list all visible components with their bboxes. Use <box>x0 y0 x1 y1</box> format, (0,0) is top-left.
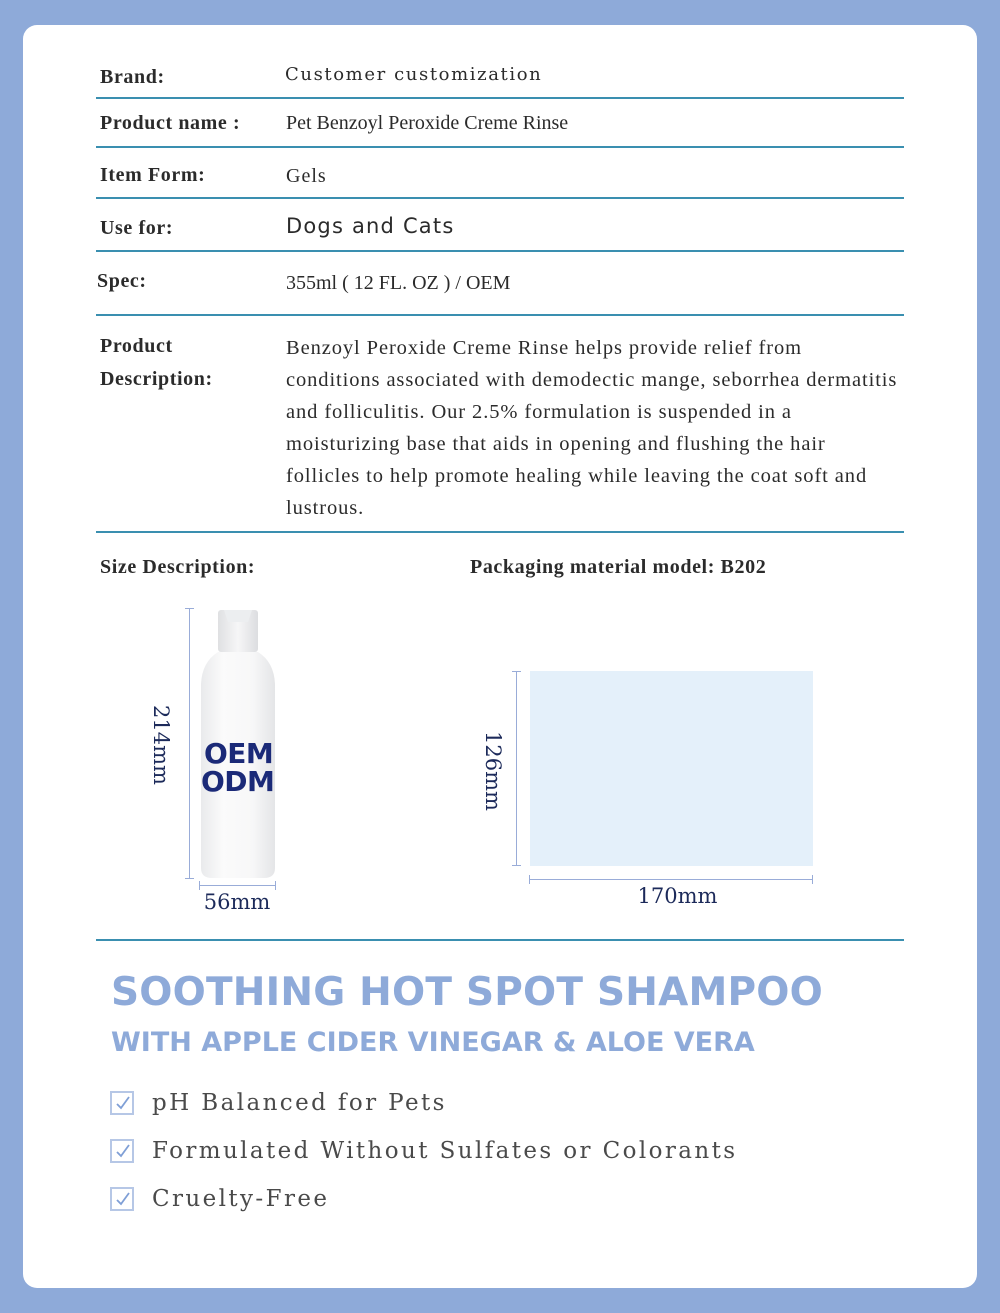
divider <box>96 197 904 199</box>
spec-value: 355ml ( 12 FL. OZ ) / OEM <box>286 272 511 294</box>
bottle-height-label: 214mm <box>149 705 173 785</box>
brand-value: Customer customization <box>285 64 543 85</box>
dimension-tick <box>812 875 813 884</box>
description-text: Benzoyl Peroxide Creme Rinse helps provide relief from conditions associated with demodectic mange, seborrhea dermatitis and folliculitis. Our 2.5% formulation is suspended in a moisturizing base that aids in opening and flushing the hair follicles to help promote healing while leaving the coat soft and lustrous. <box>286 337 898 519</box>
dimension-tick <box>185 878 194 879</box>
feature-text: Cruelty-Free <box>152 1186 330 1212</box>
brand-label: Brand: <box>100 66 165 88</box>
promo-subtitle: WITH APPLE CIDER VINEGAR & ALOE VERA <box>111 1027 755 1058</box>
size-description-label: Size Description: <box>100 556 256 578</box>
bottle-print-oem: OEM <box>204 737 274 770</box>
feature-item <box>110 1186 329 1212</box>
spec-label: Spec: <box>97 270 147 292</box>
box-height-line <box>516 671 517 866</box>
use-for-label: Use for: <box>100 217 174 239</box>
item-form-label: Item Form: <box>100 164 206 186</box>
feature-item <box>110 1090 447 1116</box>
bottle-width-label: 56mm <box>203 890 271 914</box>
product-name-label: Product name : <box>100 112 241 134</box>
bottle-width-line <box>199 885 275 886</box>
bottle-print-odm: ODM <box>201 765 275 798</box>
feature-text: pH Balanced for Pets <box>152 1090 447 1116</box>
packaging-model-label: Packaging material model: B202 <box>470 556 767 578</box>
item-form-value: Gels <box>286 165 327 187</box>
box-width-line <box>529 879 812 880</box>
checkbox-check-icon <box>110 1187 134 1211</box>
feature-item <box>110 1138 737 1164</box>
product-name-value: Pet Benzoyl Peroxide Creme Rinse <box>286 112 569 134</box>
use-for-value: Dogs and Cats <box>286 214 455 238</box>
divider <box>96 146 904 148</box>
dimension-tick <box>275 881 276 890</box>
description-label-line1: Product <box>100 335 173 357</box>
divider <box>96 314 904 316</box>
checkbox-check-icon <box>110 1091 134 1115</box>
promo-title: SOOTHING HOT SPOT SHAMPOO <box>111 970 823 1015</box>
checkbox-check-icon <box>110 1139 134 1163</box>
divider <box>96 939 904 941</box>
bottle-height-line <box>189 608 190 878</box>
box-height-label: 126mm <box>481 731 505 811</box>
packaging-box-image <box>530 671 813 866</box>
divider <box>96 97 904 99</box>
divider <box>96 531 904 533</box>
dimension-tick <box>512 865 521 866</box>
description-label-line2: Description: <box>100 368 213 390</box>
box-width-label: 170mm <box>637 884 718 908</box>
divider <box>96 250 904 252</box>
feature-text: Formulated Without Sulfates or Colorants <box>152 1138 738 1164</box>
